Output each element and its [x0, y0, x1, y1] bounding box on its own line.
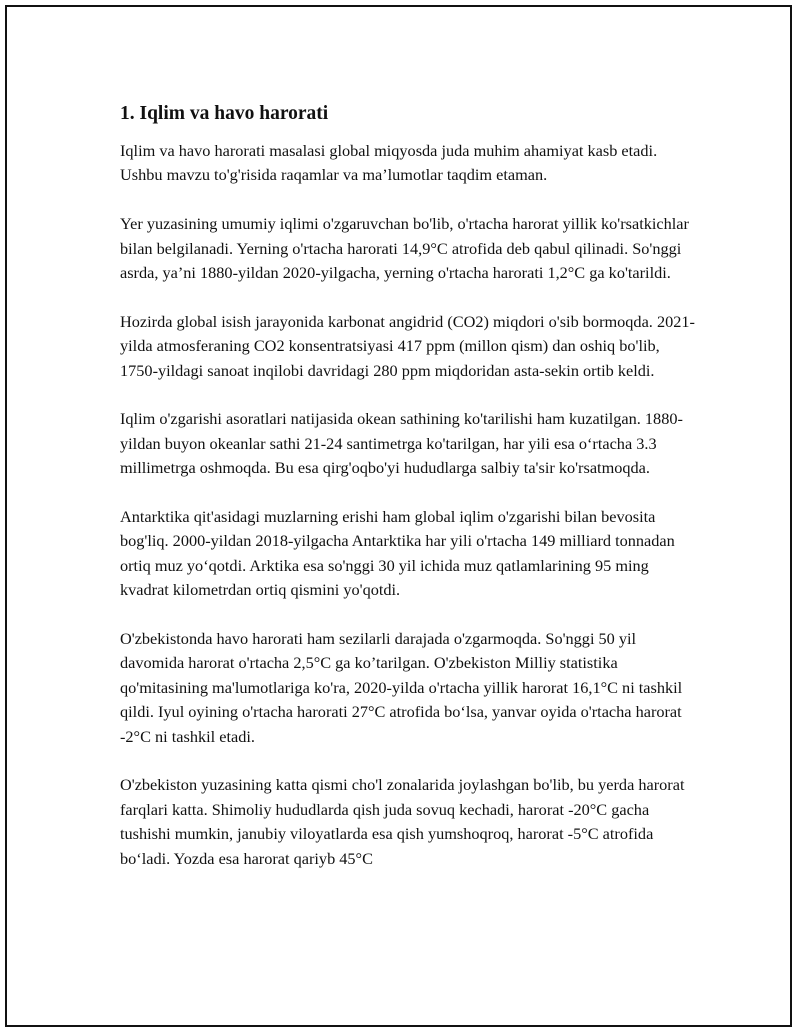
paragraph-uzbekistan-temperature: O'zbekistonda havo harorati ham sezilarli darajada o'zgarmoqda. So'nggi 50 yil davomida harorat o'rtacha 2,5°C ga ko’tarilgan. O'zbekiston Milliy statistika qo'mitasining ma'lumotlariga ko'ra, 2020-yilda o'rtacha yillik harorat 16,1°C ni tashkil qildi. Iyul oyining o'rtacha harorati 27°C atrofida bo‘lsa, yanvar oyida o'rtacha harorat -2°C ni tashkil etadi. [120, 629, 683, 746]
paragraph-uzbekistan-climate-zones: O'zbekiston yuzasining katta qismi cho'l zonalarida joylashgan bo'lib, bu yerda harorat farqlari katta. Shimoliy hududlarda qish juda sovuq kechadi, harorat -20°C gacha tushishi mumkin, janubiy viloyatlarda esa qish yumshoqroq, harorat -5°C atrofida bo‘ladi. Yozda esa harorat qariyb 45°C [120, 775, 685, 868]
section-heading: 1. Iqlim va havo harorati [120, 103, 329, 124]
page-content [120, 101, 695, 895]
paragraph-co2: Hozirda global isish jarayonida karbonat angidrid (CO2) miqdori o'sib bormoqda. 2021-yilda atmosferaning CO2 konsentratsiyasi 417 ppm (millon qism) dan oshiq bo'lib, 1750-yildagi sanoat inqilobi davridagi 280 ppm miqdoridan asta-sekin ortib keldi. [120, 311, 695, 380]
paragraph-intro: Iqlim va havo harorati masalasi global miqyosda juda muhim ahamiyat kasb etadi. Ushbu mavzu to'g'risida raqamlar va ma’lumotlar taqdim etaman. [120, 141, 658, 185]
document-page [5, 5, 792, 1027]
paragraph-global-temperature: Yer yuzasining umumiy iqlimi o'zgaruvchan bo'lib, o'rtacha harorat yillik ko'rsatkichlar bilan belgilanadi. Yerning o'rtacha harorati 14,9°C atrofida deb qabul qilinadi. So'nggi asrda, ya’ni 1880-yildan 2020-yilgacha, yerning o'rtacha harorati 1,2°C ga ko'tarildi. [120, 214, 689, 283]
paragraph-sea-level: Iqlim o'zgarishi asoratlari natijasida okean sathining ko'tarilishi ham kuzatilgan. 1880-yildan buyon okeanlar sathi 21-24 santimetrga ko'tarilgan, har yili esa o‘rtacha 3.3 millimetrga oshmoqda. Bu esa qirg'oqbo'yi hududlarga salbiy ta'sir ko'rsatmoqda. [120, 409, 683, 478]
paragraph-antarctica: Antarktika qit'asidagi muzlarning erishi ham global iqlim o'zgarishi bilan bevosita bog'liq. 2000-yildan 2018-yilgacha Antarktika har yili o'rtacha 149 milliard tonnadan ortiq muz yo‘qotdi. Arktika esa so'nggi 30 yil ichida muz qatlamlarining 95 ming kvadrat kilometrdan ortiq qismini yo'qotdi. [120, 507, 675, 600]
